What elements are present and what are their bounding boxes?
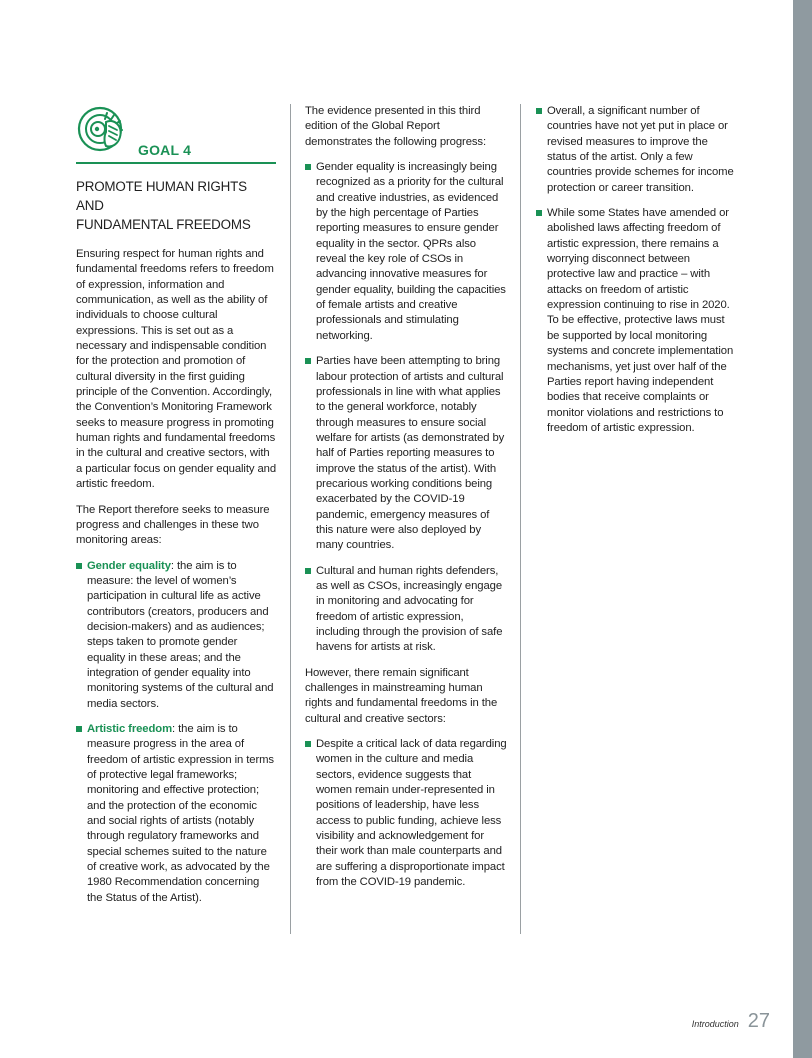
monitoring-areas-list bbox=[76, 559, 276, 907]
section-title-line-1: PROMOTE HUMAN RIGHTS AND bbox=[76, 179, 247, 213]
area-keyword: Gender equality bbox=[87, 559, 171, 572]
challenges-lead: However, there remain significant challenges in mainstreaming human rights and fundamental freedoms in the cultural and creative sectors: bbox=[305, 666, 498, 725]
progress-text: Gender equality is increasingly being recognized as a priority for the cultural and creative industries, as evidenced by the high percentage of Parties reporting measures to ensure gender equality in the sector. QPRs also reveal the key role of CSOs in advancing innovative measures for gender equality, building the capacities of female artists and creative professionals and stimulating networking. bbox=[316, 161, 506, 342]
progress-text: Cultural and human rights defenders, as well as CSOs, increasingly engage in monitoring and advocating for freedom of artistic expression, including through the provision of safe havens for artists at risk. bbox=[316, 564, 503, 654]
list-item bbox=[536, 206, 739, 436]
challenge-text: Overall, a significant number of countries have not yet put in place or revised measures to improve the status of the artist. Only a few countries provide schemes for income protection or career transition. bbox=[547, 105, 734, 194]
list-item bbox=[305, 737, 507, 890]
footer-section-name: Introduction bbox=[691, 1019, 739, 1029]
column-divider-1 bbox=[290, 104, 291, 934]
column-divider-2 bbox=[520, 104, 521, 934]
progress-lead: The evidence presented in this third edition of the Global Report demonstrates the following progress: bbox=[305, 105, 487, 148]
bullet-square-icon bbox=[305, 358, 311, 364]
section-title-line-2: FUNDAMENTAL FREEDOMS bbox=[76, 217, 251, 232]
section-title bbox=[76, 177, 276, 234]
column-1 bbox=[76, 104, 276, 916]
page-number: 27 bbox=[747, 1010, 770, 1032]
challenges-list bbox=[305, 737, 507, 890]
bullet-square-icon bbox=[305, 741, 311, 747]
list-item bbox=[536, 104, 739, 196]
bullet-square-icon bbox=[76, 563, 82, 569]
list-item bbox=[76, 722, 276, 906]
bullet-square-icon bbox=[536, 210, 542, 216]
hand-shield-goal-icon bbox=[76, 104, 130, 158]
list-item bbox=[305, 354, 507, 553]
goal-divider bbox=[76, 162, 276, 164]
challenges-list-continued bbox=[536, 104, 739, 436]
column-2 bbox=[305, 104, 507, 901]
challenge-text: While some States have amended or abolished laws affecting freedom of artistic expression, there remains a worrying disconnect between protective law and practice – with attacks on freedom of artistic expression continuing to rise in 2020. To be effective, protective laws must be supported by local monitoring systems and concrete implementation mechanisms, yet just over half of the Parties report having independent bodies that receive complaints or monitor violations and restrictions to freedom of artistic expression. bbox=[547, 207, 734, 434]
bullet-square-icon bbox=[305, 164, 311, 170]
list-item bbox=[305, 160, 507, 344]
monitoring-areas-lead: The Report therefore seeks to measure progress and challenges in these two monitoring areas: bbox=[76, 503, 270, 547]
page-edge-strip bbox=[793, 0, 812, 1058]
bullet-square-icon bbox=[536, 108, 542, 114]
area-text: : the aim is to measure progress in the area of freedom of artistic expression in terms of protective legal frameworks; monitoring and effective protection; and the protection of the economic and social rights of artists (notably through regulatory frameworks and special schemes suited to the nature of creative work, as advocated by the 1980 Recommendation concerning the Status of the Artist). bbox=[87, 722, 274, 904]
area-keyword: Artistic freedom bbox=[87, 722, 173, 735]
list-item bbox=[76, 559, 276, 712]
list-item bbox=[305, 564, 507, 656]
intro-paragraph: Ensuring respect for human rights and fundamental freedoms refers to freedom of expression, information and communication, as well as the ability of individuals to choose cultural expressions. This is set out as a necessary and indispensable condition for the protection and promotion of cultural diversity in the first guiding principle of the Convention. Accordingly, the Convention’s Monitoring Framework seeks to measure progress in promoting human rights and fundamental freedoms in the cultural and creative sectors, with a particular focus on gender equality and artistic freedom. bbox=[76, 248, 277, 491]
goal-label: GOAL 4 bbox=[138, 142, 192, 158]
area-text: : the aim is to measure: the level of women’s participation in cultural life as active contributors (creators, producers and decision-makers) and as audiences; steps taken to promote gender equality in these areas; and the integration of gender equality into monitoring systems of the cultural and media sectors. bbox=[87, 559, 274, 710]
progress-list bbox=[305, 160, 507, 656]
challenge-text: Despite a critical lack of data regarding women in the culture and media sectors, evidence suggests that women remain under-represented in positions of leadership, have less access to public funding, achieve less visibility and acknowledgement for their work than male counterparts and are suffering a disproportionate impact from the COVID-19 pandemic. bbox=[316, 738, 507, 889]
bullet-square-icon bbox=[76, 726, 82, 732]
bullet-square-icon bbox=[305, 568, 311, 574]
page-footer bbox=[692, 1010, 770, 1033]
progress-text: Parties have been attempting to bring labour protection of artists and cultural professionals in line with what applies to the general workforce, notably through measures to ensure social welfare for artists (as demonstrated by half of Parties reporting measures to improve the status of the artist). With precarious working conditions being exacerbated by the COVID-19 pandemic, emergency measures of this nature were also deployed by many countries. bbox=[316, 355, 505, 552]
goal-header bbox=[76, 104, 276, 162]
column-3 bbox=[536, 104, 739, 446]
